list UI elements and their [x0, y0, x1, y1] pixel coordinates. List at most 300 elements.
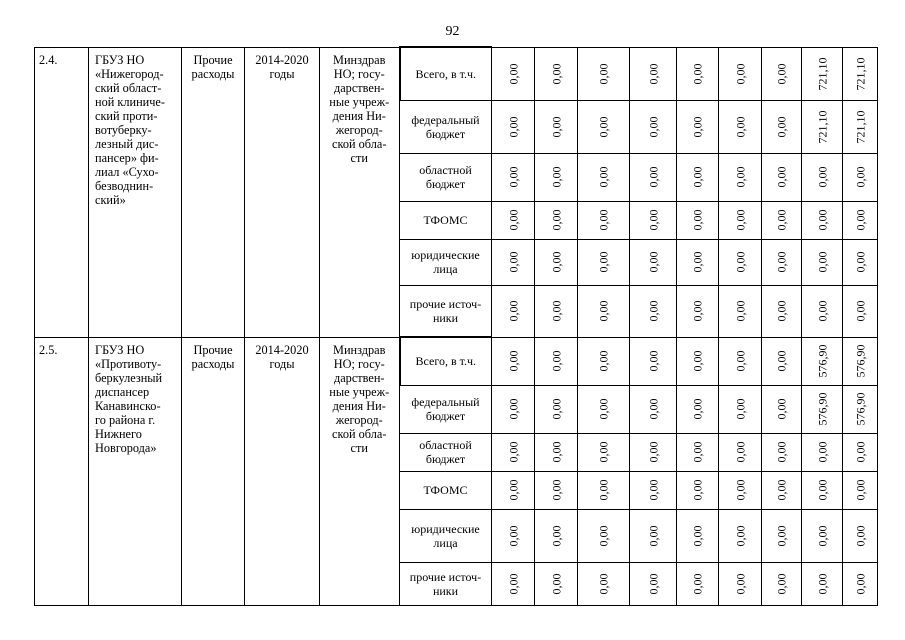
funding-source-line: областной — [419, 163, 472, 177]
amount-cell — [578, 562, 630, 605]
amount-value: 0,00 — [549, 441, 563, 463]
amount-value: 0,00 — [733, 350, 747, 372]
amount-value: 0,00 — [853, 573, 867, 594]
amount-value: 0,00 — [596, 251, 611, 273]
amount-cell — [677, 100, 719, 153]
amount-cell — [719, 433, 762, 471]
amount-cell — [762, 337, 802, 385]
table-row — [35, 47, 878, 100]
amount-cell — [719, 100, 762, 153]
organization-line: ГБУЗ НО — [95, 52, 145, 67]
amount-cell — [802, 562, 843, 605]
amount-cell — [802, 100, 843, 153]
funding-source-line: ники — [432, 310, 459, 325]
funding-source-line: прочие источ- — [409, 296, 482, 311]
program-budget-table — [34, 46, 878, 606]
amount-cell — [630, 562, 677, 605]
amount-cell — [630, 509, 677, 562]
organization-line: вотуберку- — [95, 122, 152, 137]
funding-source-line: юридические — [411, 521, 480, 536]
organization-line: Канавинско- — [95, 398, 161, 413]
amount-cell — [535, 285, 578, 337]
amount-cell — [535, 153, 578, 201]
amount-value: 0,00 — [596, 573, 611, 594]
amount-cell — [843, 47, 878, 100]
amount-value: 0,00 — [733, 209, 747, 231]
amount-value: 0,00 — [774, 398, 789, 420]
funding-source-line: прочие источ- — [409, 569, 482, 584]
executor-line: дарствен- — [333, 370, 385, 385]
organization-line: беркулезный — [95, 370, 163, 385]
executor-line: НО; госу- — [333, 356, 385, 371]
funding-source-line: ТФОМС — [423, 483, 468, 497]
amount-cell — [677, 562, 719, 605]
executor-line: жегород- — [335, 412, 383, 427]
amount-cell — [843, 385, 878, 433]
item-number: 2.4. — [35, 47, 89, 337]
amount-cell — [630, 239, 677, 285]
amount-value: 0,00 — [853, 209, 867, 231]
amount-cell — [630, 385, 677, 433]
amount-cell — [802, 471, 843, 509]
amount-cell — [535, 433, 578, 471]
amount-cell — [535, 562, 578, 605]
amount-value: 721,10 — [853, 57, 867, 90]
amount-cell — [762, 433, 802, 471]
amount-cell — [677, 239, 719, 285]
amount-cell — [492, 562, 535, 605]
amount-value: 0,00 — [774, 63, 789, 84]
amount-value: 576,90 — [815, 392, 829, 426]
amount-value: 721,10 — [815, 57, 829, 90]
amount-value: 0,00 — [549, 573, 563, 594]
amount-value: 0,00 — [690, 116, 705, 137]
amount-cell — [578, 153, 630, 201]
amount-cell — [630, 285, 677, 337]
amount-value: 0,00 — [596, 166, 611, 188]
amount-cell — [843, 100, 878, 153]
amount-cell — [802, 385, 843, 433]
amount-cell — [762, 471, 802, 509]
expense-type-line: расходы — [191, 356, 235, 371]
amount-value: 0,00 — [690, 350, 705, 372]
amount-value: 0,00 — [549, 350, 563, 372]
amount-value: 0,00 — [549, 63, 563, 84]
period-line: 2014-2020 — [255, 342, 309, 357]
amount-value: 0,00 — [853, 166, 867, 188]
amount-value: 0,00 — [733, 479, 747, 501]
amount-cell — [762, 509, 802, 562]
amount-value: 0,00 — [774, 350, 789, 372]
amount-cell — [843, 153, 878, 201]
amount-cell — [762, 201, 802, 239]
amount-cell — [492, 385, 535, 433]
amount-cell — [719, 153, 762, 201]
amount-cell — [535, 337, 578, 385]
amount-value: 0,00 — [733, 116, 747, 137]
executor-line: ской обла- — [332, 136, 387, 151]
organization-line: ский област- — [95, 80, 162, 95]
organization-name — [89, 47, 182, 337]
amount-cell — [630, 433, 677, 471]
funding-source-line: бюджет — [425, 409, 466, 423]
amount-value: 0,00 — [690, 166, 705, 188]
funding-source-line: бюджет — [425, 177, 466, 191]
amount-value: 0,00 — [549, 116, 563, 137]
amount-value: 0,00 — [646, 350, 660, 372]
amount-value: 0,00 — [549, 300, 563, 322]
amount-cell — [535, 100, 578, 153]
amount-cell — [677, 385, 719, 433]
amount-value: 0,00 — [853, 479, 867, 501]
executor-line: ные учреж- — [329, 94, 390, 109]
amount-value: 0,00 — [646, 479, 660, 501]
amount-cell — [492, 337, 535, 385]
amount-value: 0,00 — [596, 441, 611, 463]
organization-line: Новгорода» — [95, 440, 157, 455]
amount-cell — [719, 201, 762, 239]
amount-value: 0,00 — [596, 398, 611, 420]
amount-value: 0,00 — [506, 441, 520, 463]
amount-cell — [492, 471, 535, 509]
executor-line: НО; госу- — [333, 66, 385, 81]
executor — [320, 47, 400, 337]
amount-value: 0,00 — [596, 209, 611, 231]
amount-cell — [719, 509, 762, 562]
amount-value: 0,00 — [646, 573, 660, 594]
amount-cell — [578, 385, 630, 433]
organization-line: ский проти- — [95, 108, 158, 123]
amount-cell — [719, 562, 762, 605]
amount-cell — [762, 153, 802, 201]
amount-value: 0,00 — [815, 166, 829, 188]
amount-value: 0,00 — [506, 398, 520, 420]
funding-source-line: областной — [419, 438, 472, 452]
amount-cell — [677, 509, 719, 562]
amount-value: 0,00 — [596, 300, 611, 322]
organization-line: безводнин- — [95, 178, 154, 193]
amount-value: 0,00 — [506, 525, 520, 546]
organization-line: ной клиниче- — [95, 94, 165, 109]
funding-source-line: бюджет — [425, 126, 466, 141]
amount-value: 0,00 — [733, 525, 747, 546]
amount-value: 0,00 — [506, 300, 520, 322]
amount-cell — [843, 509, 878, 562]
amount-cell — [762, 562, 802, 605]
amount-value: 0,00 — [506, 166, 520, 188]
organization-line: ский» — [95, 192, 126, 207]
amount-cell — [492, 153, 535, 201]
amount-cell — [762, 385, 802, 433]
amount-cell — [535, 471, 578, 509]
amount-cell — [492, 433, 535, 471]
amount-value: 0,00 — [815, 573, 829, 594]
amount-cell — [843, 337, 878, 385]
executor-line: Минздрав — [333, 52, 386, 67]
amount-cell — [492, 47, 535, 100]
amount-value: 0,00 — [506, 209, 520, 231]
period-line: годы — [269, 356, 295, 371]
amount-cell — [843, 471, 878, 509]
organization-line: ГБУЗ НО — [95, 342, 145, 357]
amount-cell — [630, 201, 677, 239]
amount-cell — [802, 433, 843, 471]
amount-value: 0,00 — [815, 479, 829, 501]
amount-value: 0,00 — [646, 441, 660, 463]
amount-cell — [843, 285, 878, 337]
organization-line: лезный дис- — [95, 136, 159, 151]
funding-source-line: Всего, в т.ч. — [415, 66, 476, 81]
amount-value: 0,00 — [690, 300, 705, 322]
amount-value: 0,00 — [690, 573, 705, 594]
funding-source — [400, 100, 492, 153]
amount-value: 0,00 — [774, 209, 789, 231]
amount-value: 0,00 — [815, 441, 829, 463]
amount-cell — [802, 47, 843, 100]
amount-value: 0,00 — [506, 251, 520, 273]
amount-value: 0,00 — [646, 209, 660, 231]
executor-line: дения Ни- — [332, 398, 386, 413]
amount-cell — [802, 285, 843, 337]
executor — [320, 337, 400, 605]
amount-cell — [677, 47, 719, 100]
executor-line: дарствен- — [333, 80, 385, 95]
amount-value: 0,00 — [596, 479, 611, 501]
amount-cell — [630, 471, 677, 509]
amount-cell — [802, 509, 843, 562]
amount-value: 0,00 — [733, 251, 747, 273]
expense-type-line: Прочие — [193, 342, 233, 357]
amount-cell — [719, 337, 762, 385]
amount-cell — [843, 562, 878, 605]
executor-line: ные учреж- — [329, 384, 390, 399]
amount-value: 0,00 — [733, 398, 747, 420]
amount-value: 0,00 — [549, 251, 563, 273]
amount-value: 0,00 — [646, 116, 660, 137]
amount-cell — [578, 509, 630, 562]
amount-value: 0,00 — [853, 300, 867, 322]
executor-line: дения Ни- — [332, 108, 386, 123]
amount-value: 0,00 — [690, 63, 705, 84]
amount-value: 0,00 — [506, 63, 520, 84]
amount-value: 0,00 — [690, 479, 705, 501]
funding-source — [400, 285, 492, 337]
page-number: 92 — [445, 24, 460, 39]
amount-value: 0,00 — [596, 525, 611, 546]
amount-value: 0,00 — [690, 209, 705, 231]
amount-value: 0,00 — [549, 398, 563, 420]
funding-source-line: Всего, в т.ч. — [415, 354, 476, 369]
funding-source — [400, 385, 492, 433]
amount-value: 0,00 — [815, 251, 829, 273]
funding-source — [400, 153, 492, 201]
amount-value: 0,00 — [733, 300, 747, 322]
amount-value: 0,00 — [506, 116, 520, 137]
amount-cell — [630, 100, 677, 153]
amount-cell — [578, 433, 630, 471]
amount-cell — [802, 337, 843, 385]
amount-value: 0,00 — [690, 441, 705, 463]
period — [245, 47, 320, 337]
amount-value: 0,00 — [815, 525, 829, 546]
amount-value: 0,00 — [774, 441, 789, 463]
amount-value: 0,00 — [733, 166, 747, 188]
organization-line: диспансер — [95, 384, 150, 399]
funding-source — [400, 433, 492, 471]
amount-value: 0,00 — [646, 251, 660, 273]
amount-cell — [762, 100, 802, 153]
amount-cell — [719, 285, 762, 337]
amount-cell — [802, 153, 843, 201]
amount-value: 0,00 — [690, 525, 705, 546]
amount-cell — [492, 201, 535, 239]
expense-type — [182, 337, 245, 605]
amount-cell — [843, 239, 878, 285]
amount-cell — [677, 471, 719, 509]
amount-value: 0,00 — [549, 479, 563, 501]
funding-source — [400, 47, 492, 100]
amount-value: 0,00 — [690, 251, 705, 273]
funding-source-line: федеральный — [411, 395, 480, 409]
amount-cell — [719, 47, 762, 100]
amount-value: 0,00 — [733, 63, 747, 84]
amount-value: 0,00 — [733, 573, 747, 594]
amount-value: 0,00 — [853, 525, 867, 546]
organization-line: Нижнего — [95, 426, 142, 441]
amount-value: 0,00 — [815, 300, 829, 322]
amount-cell — [578, 471, 630, 509]
period-line: 2014-2020 — [255, 52, 309, 67]
amount-value: 721,10 — [853, 110, 867, 143]
funding-source — [400, 562, 492, 605]
amount-cell — [578, 285, 630, 337]
executor-line: Минздрав — [333, 342, 386, 357]
amount-cell — [843, 201, 878, 239]
amount-cell — [677, 201, 719, 239]
amount-cell — [492, 509, 535, 562]
amount-cell — [535, 47, 578, 100]
amount-value: 0,00 — [506, 479, 520, 501]
amount-cell — [677, 153, 719, 201]
amount-cell — [630, 337, 677, 385]
amount-value: 576,90 — [853, 344, 867, 378]
amount-value: 0,00 — [774, 300, 789, 322]
table-row — [35, 337, 878, 385]
amount-cell — [578, 337, 630, 385]
amount-cell — [677, 285, 719, 337]
expense-type-line: расходы — [191, 66, 235, 81]
amount-value: 0,00 — [646, 166, 660, 188]
amount-value: 0,00 — [774, 251, 789, 273]
amount-cell — [578, 47, 630, 100]
amount-cell — [719, 239, 762, 285]
amount-cell — [535, 385, 578, 433]
amount-cell — [630, 153, 677, 201]
amount-value: 0,00 — [774, 525, 789, 546]
amount-cell — [719, 471, 762, 509]
amount-cell — [578, 100, 630, 153]
amount-value: 0,00 — [815, 209, 829, 231]
amount-cell — [762, 47, 802, 100]
period-line: годы — [269, 66, 295, 81]
amount-value: 0,00 — [774, 166, 789, 188]
amount-value: 0,00 — [690, 398, 705, 420]
amount-cell — [719, 385, 762, 433]
amount-value: 0,00 — [646, 300, 660, 322]
amount-value: 0,00 — [646, 63, 660, 84]
item-number: 2.5. — [35, 337, 89, 605]
organization-line: «Противоту- — [95, 356, 162, 371]
amount-value: 576,90 — [853, 392, 867, 426]
amount-cell — [578, 201, 630, 239]
funding-source-line: юридические — [411, 248, 480, 262]
amount-value: 0,00 — [774, 479, 789, 501]
amount-value: 0,00 — [646, 525, 660, 546]
funding-source — [400, 201, 492, 239]
amount-value: 0,00 — [733, 441, 747, 463]
organization-name — [89, 337, 182, 605]
amount-cell — [762, 239, 802, 285]
funding-source — [400, 239, 492, 285]
amount-value: 0,00 — [506, 350, 520, 372]
amount-value: 0,00 — [853, 441, 867, 463]
amount-cell — [843, 433, 878, 471]
amount-cell — [535, 239, 578, 285]
amount-value: 0,00 — [596, 63, 611, 84]
amount-value: 0,00 — [549, 166, 563, 188]
organization-line: лиал «Сухо- — [95, 164, 159, 179]
funding-source-line: бюджет — [425, 452, 466, 466]
amount-cell — [630, 47, 677, 100]
amount-cell — [535, 509, 578, 562]
amount-value: 0,00 — [774, 573, 789, 594]
amount-value: 0,00 — [549, 209, 563, 231]
amount-cell — [492, 100, 535, 153]
amount-value: 0,00 — [596, 116, 611, 137]
amount-cell — [578, 239, 630, 285]
funding-source — [400, 509, 492, 562]
amount-cell — [492, 239, 535, 285]
funding-source — [400, 337, 492, 385]
funding-source-line: ТФОМС — [423, 213, 468, 227]
executor-line: сти — [350, 440, 368, 455]
amount-cell — [677, 337, 719, 385]
expense-type — [182, 47, 245, 337]
funding-source-line: лица — [433, 262, 458, 276]
executor-line: жегород- — [335, 122, 383, 137]
amount-value: 0,00 — [646, 398, 660, 420]
amount-cell — [677, 433, 719, 471]
amount-cell — [535, 201, 578, 239]
amount-value: 0,00 — [506, 573, 520, 594]
funding-source-line: федеральный — [411, 112, 480, 127]
expense-type-line: Прочие — [193, 52, 233, 67]
amount-cell — [802, 201, 843, 239]
period — [245, 337, 320, 605]
amount-value: 721,10 — [815, 110, 829, 143]
organization-line: пансер» фи- — [95, 150, 159, 165]
executor-line: ской обла- — [332, 426, 387, 441]
funding-source-line: лица — [433, 535, 458, 550]
amount-value: 576,90 — [815, 344, 829, 378]
amount-cell — [492, 285, 535, 337]
organization-line: «Нижегород- — [95, 66, 164, 81]
executor-line: сти — [350, 150, 368, 165]
amount-value: 0,00 — [774, 116, 789, 137]
amount-value: 0,00 — [596, 350, 611, 372]
amount-value: 0,00 — [549, 525, 563, 546]
organization-line: го района г. — [95, 412, 156, 427]
